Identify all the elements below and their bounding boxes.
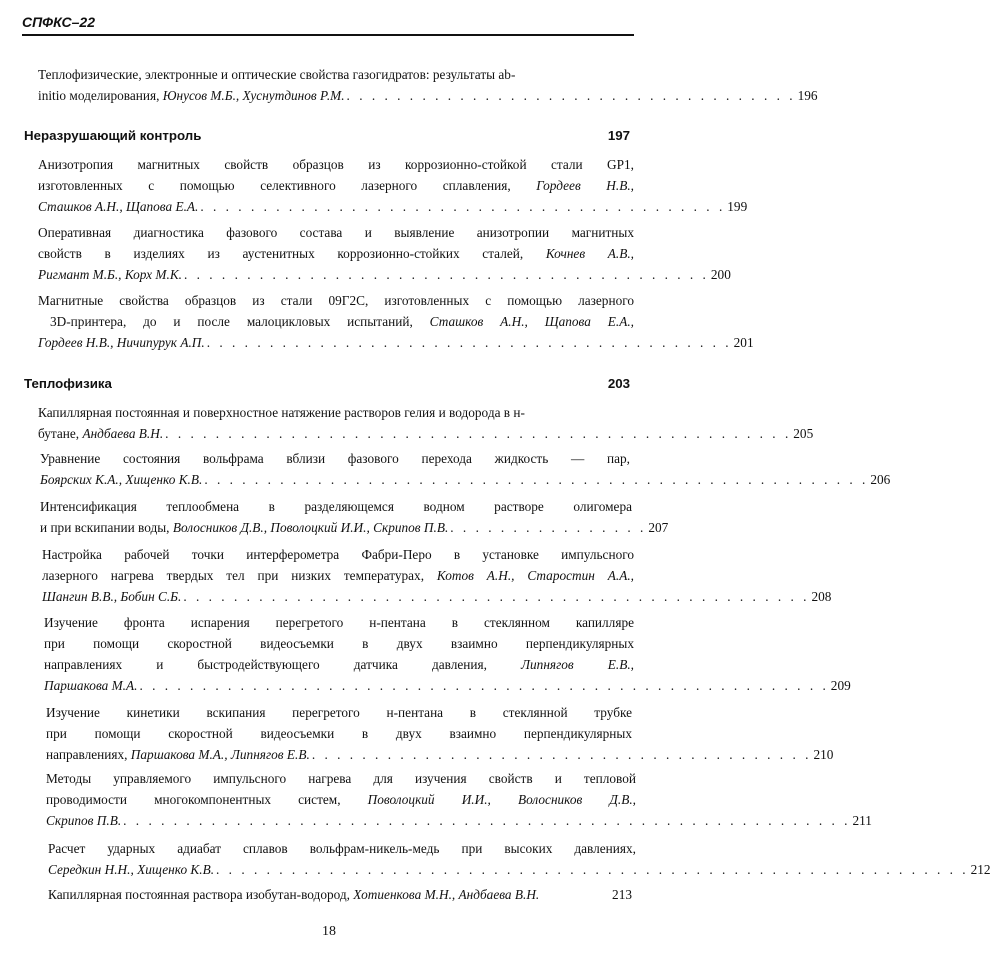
- entry-page: 211: [852, 813, 872, 828]
- entry-title-line: Интенсификация теплообмена в разделяющемся водном растворе олигомера: [40, 499, 632, 514]
- entry-page: 196: [797, 88, 818, 103]
- entry-title-line: при помощи скоростной видеосъемки в двух взаимно перпендикулярных: [44, 636, 634, 651]
- entry-authors: Липнягов Е.В.,: [521, 657, 634, 672]
- entry-page: 207: [648, 520, 669, 535]
- section-page: 197: [607, 128, 630, 143]
- entry-title-line: Уравнение состояния вольфрама вблизи фазового перехода жидкость — пар,: [40, 451, 630, 466]
- entry-title-line: Изучение фронта испарения перегретого н-пентана в стеклянном капилляре: [44, 615, 634, 630]
- header-rule: [22, 34, 634, 36]
- entry-title-line: Капиллярная постоянная и поверхностное натяжение растворов гелия и водорода в н-: [38, 405, 525, 420]
- toc-entry[interactable]: [38, 222, 731, 285]
- leader-dots: . . . . . . . . . . . . . . . . . . . . . . . . . . . . . . . . . . . . . . . . . . . . . . . . . . . . . . . . . .: [123, 813, 851, 828]
- leader-dots: . . . . . . . . . . . . . . . . . . . . . . . . . . . . . . . . . . . .: [346, 88, 796, 103]
- entry-authors: Скрипов П.В.: [46, 813, 122, 828]
- leader-dots: . . . . . . . . . . . . . . . . . . . . . . . . . . . . . . . . . . . . . . . . . . . . . . . . . . . . . . .: [139, 678, 829, 693]
- entry-title-line: Магнитные свойства образцов из стали 09Г2С, изготовленных с помощью лазерного: [38, 293, 634, 308]
- entry-title-line: initio моделирования,: [38, 88, 163, 103]
- leader-dots: . . . . . . . . . . . . . . . . . . . . . . . . . . . . . . . . . . . . . . . . . . . . . . . . . . . . .: [204, 472, 869, 487]
- entry-last-line: [38, 264, 731, 285]
- entry-authors: Сташков А.Н., Щапова Е.А.,: [429, 314, 634, 329]
- entry-last-line: [46, 810, 872, 831]
- entry-authors: Паршакова М.А., Липнягов Е.В.: [130, 747, 310, 762]
- entry-authors: Поволоцкий И.И., Волосников Д.В.,: [367, 792, 636, 807]
- entry-page: 208: [811, 589, 832, 604]
- entry-page: 206: [870, 472, 891, 487]
- entry-page: 201: [733, 335, 754, 350]
- leader-dots: . . . . . . . . . . . . . . . . . . . . . . . . . . . . . . . . . . . . . . . . . . . . . . . . . . . . . . . . . . . .: [216, 862, 969, 877]
- entry-title-line: Анизотропия магнитных свойств образцов из коррозионно-стойкой стали GP1,: [38, 157, 634, 172]
- entry-authors: Ригмант М.Б., Корх М.К.: [38, 267, 182, 282]
- entry-page: 210: [813, 747, 834, 762]
- section-page: 203: [607, 376, 630, 391]
- toc-entry[interactable]: [38, 402, 814, 444]
- toc-entry[interactable]: [46, 702, 834, 765]
- entry-page: 199: [727, 199, 748, 214]
- leader-dots: . . . . . . . . . . . . . . . .: [450, 520, 647, 535]
- toc-entry[interactable]: [48, 884, 632, 905]
- toc-entry[interactable]: [48, 838, 991, 880]
- entry-title-line: Теплофизические, электронные и оптические свойства газогидратов: результаты ab-: [38, 67, 516, 82]
- toc-entry[interactable]: [40, 448, 891, 490]
- entry-title-line: 3D-принтера, до и после малоцикловых испытаний, Сташков А.Н., Щапова Е.А.,: [50, 314, 634, 329]
- entry-title-line: лазерного нагрева твердых тел при низких температурах, Котов А.Н., Старостин А.А.,: [42, 568, 634, 583]
- section-title: Теплофизика: [24, 376, 112, 391]
- leader-dots: . . . . . . . . . . . . . . . . . . . . . . . . . . . . . . . . . . . . . . . .: [311, 747, 812, 762]
- entry-authors: Сташков А.Н., Щапова Е.А.: [38, 199, 199, 214]
- leader-dots: . . . . . . . . . . . . . . . . . . . . . . . . . . . . . . . . . . . . . . . . . .: [200, 199, 726, 214]
- entry-authors: Шангин В.В., Бобин С.Б.: [42, 589, 182, 604]
- entry-authors: Юнусов М.Б., Хуснутдинов Р.М.: [162, 88, 345, 103]
- entry-last-line: [38, 332, 754, 353]
- entry-title-line: изготовленных с помощью селективного лазерного сплавления, Гордеев Н.В.,: [38, 178, 635, 193]
- entry-title-line: Методы управляемого импульсного нагрева для изучения свойств и тепловой: [46, 771, 636, 786]
- leader-dots: . . . . . . . . . . . . . . . . . . . . . . . . . . . . . . . . . . . . . . . . . . . . . . . . . .: [165, 426, 792, 441]
- toc-entry[interactable]: [38, 154, 748, 217]
- entry-last-line: [40, 469, 891, 490]
- entry-authors: Котов А.Н., Старостин А.А.,: [436, 568, 634, 583]
- section-heading: [24, 376, 630, 391]
- leader-dots: . . . . . . . . . . . . . . . . . . . . . . . . . . . . . . . . . . . . . . . . . . . . . . . . . .: [183, 589, 810, 604]
- entry-title-line: при помощи скоростной видеосъемки в двух взаимно перпендикулярных: [46, 726, 632, 741]
- page-number: 18: [322, 924, 336, 939]
- section-heading: [24, 128, 630, 143]
- entry-page: 212: [970, 862, 991, 877]
- leader-dots: . . . . . . . . . . . . . . . . . . . . . . . . . . . . . . . . . . . . . . . . . .: [183, 267, 709, 282]
- running-head: СПФКС–22: [22, 14, 96, 30]
- entry-title-line: Изучение кинетики вскипания перегретого н-пентана в стеклянной трубке: [46, 705, 632, 720]
- entry-last-line: и при вскипании воды, Волосников Д.В., Поволоцкий И.И., Скрипов П.В. . . . . . . . . . . . . . . . . 207: [40, 517, 632, 538]
- entry-page: 213: [612, 887, 632, 902]
- entry-title-line: направлениях и быстродействующего датчика давления, Липнягов Е.В.,: [44, 657, 634, 672]
- entry-last-line: [48, 859, 991, 880]
- page-header: [22, 14, 634, 36]
- entry-authors: Гордеев Н.В., Ничипурук А.П.: [38, 335, 205, 350]
- entry-title-line: Расчет ударных адиабат сплавов вольфрам-никель-медь при высоких давлениях,: [48, 841, 636, 856]
- toc-entry[interactable]: [44, 612, 851, 696]
- entry-authors: Волосников Д.В., Поволоцкий И.И., Скрипов П.В.: [172, 520, 449, 535]
- entry-authors: Паршакова М.А.: [44, 678, 138, 693]
- entry-page: 205: [793, 426, 814, 441]
- leader-dots: [541, 884, 610, 905]
- toc-entry[interactable]: [38, 64, 818, 106]
- toc-entry[interactable]: [42, 544, 832, 607]
- entry-authors: Кочнев А.В.,: [545, 246, 634, 261]
- toc-entry[interactable]: [40, 496, 669, 538]
- entry-page: 209: [830, 678, 851, 693]
- entry-last-line: [42, 586, 832, 607]
- entry-title-line: проводимости многокомпонентных систем, Поволоцкий И.И., Волосников Д.В.,: [46, 792, 636, 807]
- entry-last-line: направлениях, Паршакова М.А., Липнягов Е.В. . . . . . . . . . . . . . . . . . . . . . . . . . . . . . . . . . . . . . . . . 210: [46, 744, 632, 765]
- entry-last-line: [44, 675, 851, 696]
- entry-title-line: свойств в изделиях из аустенитных коррозионно-стойких сталей, Кочнев А.В.,: [38, 246, 634, 261]
- toc-entry[interactable]: [38, 290, 754, 353]
- entry-authors: Андбаева В.Н.: [82, 426, 164, 441]
- entry-last-line: [38, 85, 818, 106]
- entry-last-line: [38, 196, 748, 217]
- leader-dots: . . . . . . . . . . . . . . . . . . . . . . . . . . . . . . . . . . . . . . . . . .: [206, 335, 732, 350]
- entry-title-line: Оперативная диагностика фазового состава и выявление анизотропии магнитных: [38, 225, 634, 240]
- entry-title-line: Настройка рабочей точки интерферометра Фабри-Перо в установке импульсного: [42, 547, 634, 562]
- entry-authors: Боярских К.А., Хищенко К.В.: [40, 472, 203, 487]
- entry-last-line: Капиллярная постоянная раствора изобутан-водород, Хотиенкова М.Н., Андбаева В.Н. 213: [48, 884, 632, 905]
- entry-last-line: бутане, Андбаева В.Н. . . . . . . . . . . . . . . . . . . . . . . . . . . . . . . . . . . . . . . . . . . . . . . . . . . 205: [38, 423, 634, 444]
- entry-authors: Гордеев Н.В.,: [536, 178, 635, 193]
- toc-entry[interactable]: [46, 768, 872, 831]
- section-title: Неразрушающий контроль: [24, 128, 202, 143]
- entry-authors: Хотиенкова М.Н., Андбаева В.Н.: [353, 887, 540, 902]
- entry-authors: Середкин Н.Н., Хищенко К.В.: [48, 862, 215, 877]
- entry-page: 200: [710, 267, 731, 282]
